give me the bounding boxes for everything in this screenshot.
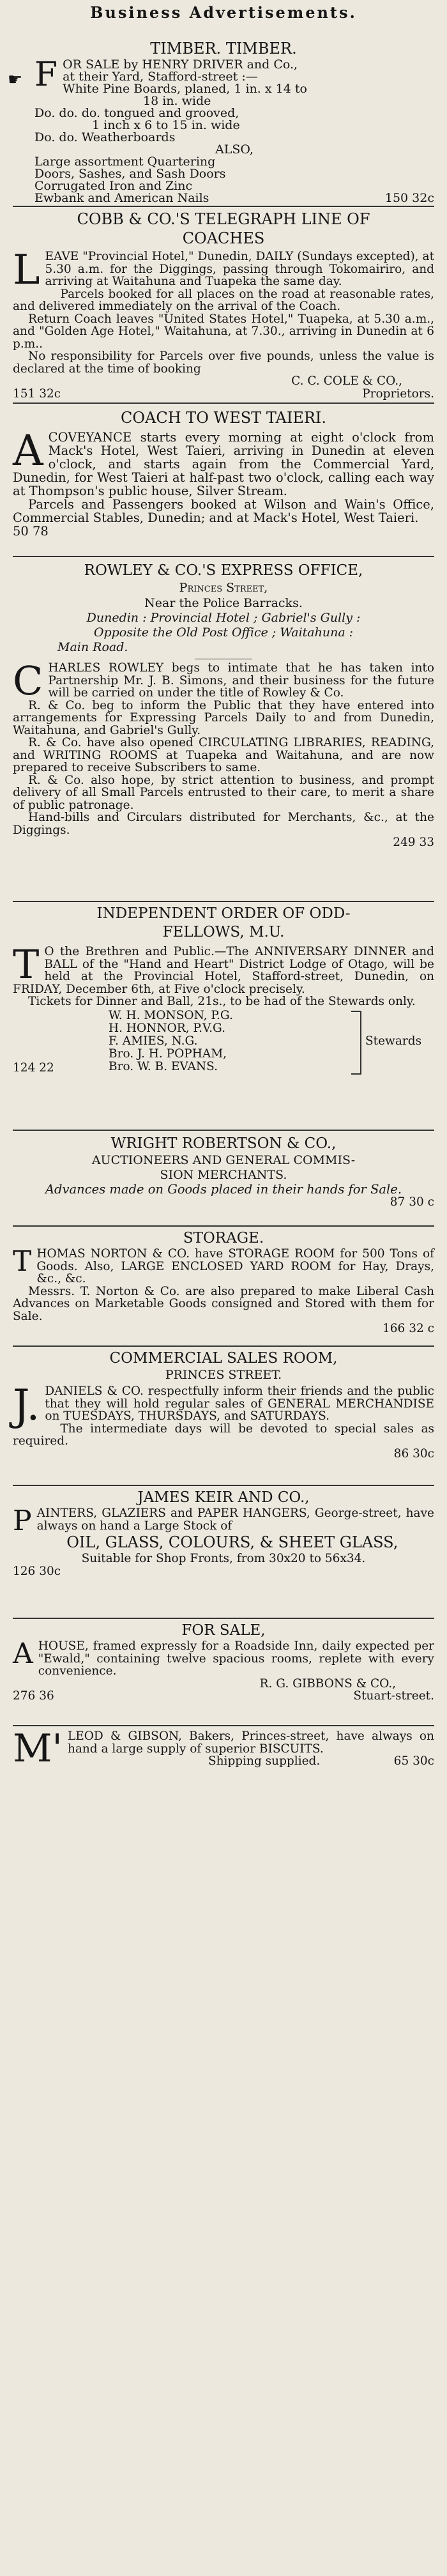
ad-timber-line: at their Yard, Stafford-street :— — [63, 70, 258, 84]
ad-rowley-dunedin: Dunedin : Provincial Hotel ; Gabriel's Gully : — [86, 611, 361, 625]
ad-ref: 87 30 c — [390, 1195, 434, 1209]
ad-commercial-heading: COMMERCIAL SALES ROOM, — [109, 1350, 338, 1367]
ad-ref: 86 30c — [393, 1446, 434, 1460]
ad-timber-line: White Pine Boards, planed, 1 in. x 14 to — [63, 82, 307, 96]
ad-oddfellows-text: T O the Brethren and Public.—The ANNIVERSARY DINNER and BALL of the "Hand and Heart" District Lodge of Otago, will be held at the Provincial Hotel, Stafford-street, Dunedin, on FRIDAY, December 6th, at Five o'clock precisely. — [13, 941, 434, 996]
ad-storage-heading: STORAGE. — [183, 1230, 264, 1246]
ad-cobb-role: Proprietors. — [362, 387, 434, 401]
dropcap-T: T — [13, 1245, 32, 1278]
ad-rowley-heading: ROWLEY & CO.'S EXPRESS OFFICE, — [84, 562, 363, 579]
ad-ref: 151 32c — [13, 387, 61, 401]
dropcap-M: M' — [13, 1726, 63, 1771]
ad-oddfellows-text: Tickets for Dinner and Ball, 21s., to be had of the Stewards only. — [28, 995, 416, 1008]
ad-forsale-text: AHOUSE, framed expressly for a Roadside Inn, daily expected per "Ewald," containing twelve spacious rooms, replete with every convenience. — [13, 1637, 434, 1678]
ad-cobb-text: No responsibility for Parcels over five pounds, unless the value is declared at the time of booking — [13, 349, 434, 376]
ad-west-taieri — [13, 404, 434, 556]
ad-keir-text: Suitable for Shop Fronts, from 30x20 to 56x34. — [81, 1552, 366, 1565]
ad-ref: 50 78 — [13, 524, 49, 539]
ad-rowley-main: Main Road. — [57, 640, 128, 654]
steward-name: Bro. J. H. POPHAM, — [109, 1046, 227, 1061]
ad-ref: 276 36 — [13, 1689, 54, 1703]
ad-keir-text: PAINTERS, GLAZIERS and PAPER HANGERS, George-street, have always on hand a Large Stock of — [13, 1505, 434, 1537]
ad-wright-heading: WRIGHT ROBERTSON & CO., — [110, 1135, 337, 1152]
ad-rowley-opposite: Opposite the Old Post Office ; Waitahuna : — [93, 625, 354, 640]
steward-name: W. H. MONSON, P.G. — [109, 1008, 233, 1022]
ad-wright-subheading: AUCTIONEERS AND GENERAL COMMIS- — [91, 1153, 356, 1167]
stewards-label: Stewards — [365, 1034, 422, 1048]
steward-name: Bro. W. B. EVANS. — [109, 1059, 218, 1073]
ad-west-text: ACOVEYANCE starts every morning at eight o'clock from Mack's Hotel, West Taieri, arriving in Dunedin at eleven o'clock, and starts again from the Commercial Yard, Dunedin, for West Taieri at half-past two o'clock, calling each way at Thompson's public house, Silver Stream. — [13, 426, 434, 498]
ad-timber-heading: TIMBER. TIMBER. — [150, 40, 297, 57]
ad-cobb-signature: C. C. COLE & CO., — [291, 374, 402, 388]
ad-wright-subheading: SION MERCHANTS. — [160, 1168, 287, 1182]
stewards-bracket — [351, 1011, 361, 1075]
ad-cobb-text: Parcels booked for all places on the road at reasonable rates, and delivered immediately on the arrival of the Coach. — [13, 287, 434, 313]
ad-mcleod-gibson — [13, 1726, 434, 1802]
ad-rowley-near: Near the Police Barracks. — [144, 596, 303, 610]
ad-forsale-heading: FOR SALE, — [181, 1622, 266, 1639]
ad-cobb-text: Return Coach leaves "United States Hotel," Tuapeka, at 5.30 a.m., and "Golden Age Hotel," Waitahuna, at 7.30., arriving in Dunedin at 6 p.m.. — [13, 312, 434, 351]
ad-commercial-text: The intermediate days will be devoted to special sales as required. — [13, 1422, 434, 1448]
ad-timber-line: Ewbank and American Nails — [34, 191, 209, 205]
dropcap-L: L — [13, 247, 40, 294]
dropcap-C: C — [13, 657, 43, 704]
ad-oddfellows — [13, 902, 434, 1130]
ad-west-text: Parcels and Passengers booked at Wilson and Wain's Office, Commercial Stables, Dunedin; and at Mack's Hotel, West Taieri. — [13, 497, 434, 525]
ad-cobb-coaches — [13, 207, 434, 402]
steward-name: H. HONNOR, P.V.G. — [109, 1021, 226, 1035]
ad-ref: 166 32 c — [383, 1322, 434, 1335]
steward-name: F. AMIES, N.G. — [109, 1034, 198, 1048]
page-heading: Business Advertisements. — [90, 3, 357, 22]
ad-timber — [8, 38, 434, 206]
ad-storage — [13, 1227, 434, 1346]
ad-timber-line: 1 inch x 6 to 15 in. wide — [92, 118, 240, 132]
ad-rowley-text: Hand-bills and Circulars distributed for Merchants, &c., at the Diggings. — [13, 811, 434, 837]
dropcap-A: A — [13, 426, 43, 475]
dropcap-F: F — [34, 56, 58, 94]
ad-timber-line: Do. do. Weatherboards — [34, 130, 176, 144]
ad-commercial-text: J. DANIELS & CO. respectfully inform their friends and the public that they will hold regular sales of GENERAL MERCHANDISE on TUESDAYS, THURSDAYS, and SATURDAYS. — [13, 1381, 434, 1430]
ad-ref: 124 22 — [13, 1061, 54, 1075]
ad-rowley-text: R. & Co. beg to inform the Public that they have entered into arrangements for Expressing Parcels Daily to and from Dunedin, Waitahuna, and Gabriel's Gully. — [13, 698, 434, 737]
ad-forsale-street: Stuart-street. — [353, 1689, 434, 1703]
ad-ref: 150 32c — [384, 191, 434, 205]
dropcap-J: J. — [13, 1381, 40, 1430]
ad-rowley-text: CHARLES ROWLEY begs to intimate that he has taken into Partnership Mr. J. B. Simons, and their business for the future will be carried on under the title of Rowley & Co. — [13, 657, 434, 704]
ad-mcleod-shipping: Shipping supplied. — [208, 1754, 321, 1768]
ad-ref: 126 30c — [13, 1565, 61, 1578]
ad-storage-text: THOMAS NORTON & CO. have STORAGE ROOM for 500 Tons of Goods. Also, LARGE ENCLOSED YARD ROOM for Hay, Drays, &c., &c. — [13, 1245, 434, 1285]
ad-timber-line: Do. do. do. tongued and grooved, — [34, 106, 239, 120]
ad-timber-line: FOR SALE by HENRY DRIVER and Co., — [34, 56, 298, 94]
ad-timber-line: Corrugated Iron and Zinc — [34, 179, 193, 193]
dropcap-P: P — [13, 1505, 32, 1537]
ad-mcleod-text: M' LEOD & GIBSON, Bakers, Princes-street, have always on hand a large supply of superior BISCUITS. — [13, 1726, 434, 1771]
ad-cobb-heading: COACHES — [182, 229, 265, 247]
ad-rowley-express — [13, 557, 434, 901]
ad-rowley-text: R. & Co. have also opened CIRCULATING LIBRARIES, READING, and WRITING ROOMS at Tuapeka and Waitahuna, and are now prepared to receive Subscribers to same. — [13, 736, 434, 774]
ad-oddfellows-heading: INDEPENDENT ORDER OF ODD- — [96, 905, 351, 922]
ad-wright-text: Advances made on Goods placed in their hands for Sale. — [45, 1182, 402, 1197]
ad-timber-line: Doors, Sashes, and Sash Doors — [34, 167, 226, 181]
pointing-hand-icon: ☛ — [8, 70, 23, 89]
ad-commercial-sales — [13, 1347, 434, 1485]
ad-cobb-text: LEAVE "Provincial Hotel," Dunedin, DAILY (Sundays excepted), at 5.30 a.m. for the Diggings, passing through Tokomairiro, and arriving at Waitahuna and Tuapeka the same day. — [13, 247, 434, 294]
ad-oddfellows-heading: FELLOWS, M.U. — [162, 924, 285, 940]
ad-ref: 65 30c — [393, 1754, 434, 1768]
ad-rowley-street: Princes Street, — [179, 581, 268, 595]
ad-cobb-heading: COBB & CO.'S TELEGRAPH LINE OF — [77, 210, 370, 228]
ad-timber-line: Large assortment Quartering — [34, 155, 216, 169]
ad-rowley-text: R. & Co. also hope, by strict attention to business, and prompt delivery of all Small Parcels entrusted to their care, to merit a share of public patronage. — [13, 773, 434, 812]
advertisements-column — [8, 38, 434, 1802]
ad-ref: 249 33 — [393, 836, 434, 849]
dropcap-T: T — [13, 941, 40, 988]
ad-james-keir — [13, 1486, 434, 1618]
ad-for-sale — [13, 1619, 434, 1725]
ad-west-heading: COACH TO WEST TAIERI. — [120, 409, 327, 427]
ad-wright-robertson — [13, 1131, 434, 1225]
ad-keir-heading: JAMES KEIR AND CO., — [137, 1489, 310, 1506]
ad-forsale-signature: R. G. GIBBONS & CO., — [259, 1676, 396, 1690]
ad-keir-products: OIL, GLASS, COLOURS, & SHEET GLASS, — [66, 1533, 398, 1551]
dropcap-A: A — [13, 1637, 33, 1670]
ad-storage-text: Messrs. T. Norton & Co. are also prepared to make Liberal Cash Advances on Marketable Goods consigned and Stored with them for Sale. — [13, 1284, 434, 1323]
ad-timber-also: ALSO, — [215, 142, 254, 157]
ad-timber-line: 18 in. wide — [143, 94, 211, 108]
ad-commercial-subheading: PRINCES STREET. — [165, 1368, 282, 1382]
